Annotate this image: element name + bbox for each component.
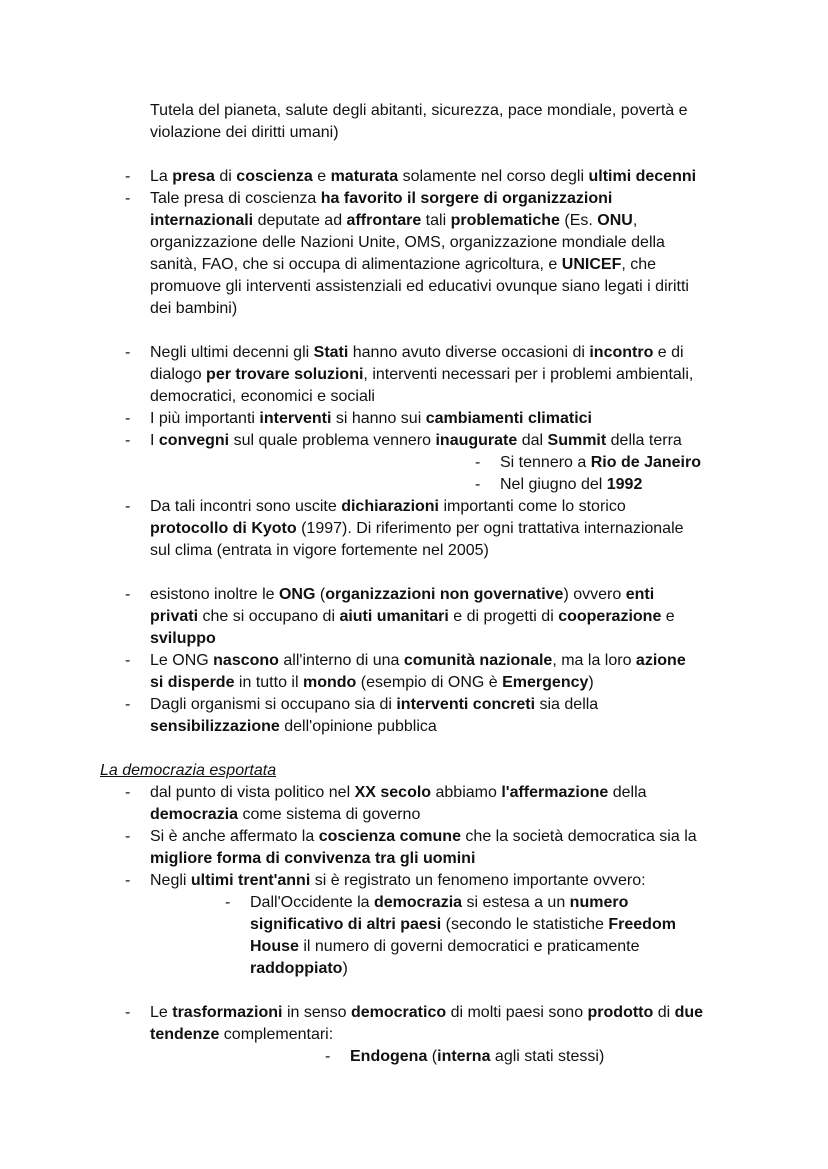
bullet-text: sul clima (entrata in vigore fortemente nel 2005) <box>150 542 489 559</box>
bullet-text: democratici, economici e sociali <box>150 388 375 405</box>
bullet-text: dialogo per trovare soluzioni, interventi necessari per i problemi ambientali, <box>150 366 694 383</box>
bullet-text: promuove gli interventi assistenziali ed educativi ovunque siano legati i diritti <box>150 278 689 295</box>
bullet-text: sviluppo <box>150 630 216 647</box>
bullet-dash: - <box>125 168 131 185</box>
sub-bullet-text: Dall'Occidente la democrazia si estesa a un numero <box>250 894 629 911</box>
bullet-dash: - <box>125 586 131 603</box>
bullet-text: Le ONG nascono all'interno di una comunità nazionale, ma la loro azione <box>150 652 686 669</box>
bullet-text: I convegni sul quale problema vennero inaugurate dal Summit della terra <box>150 432 682 449</box>
bullet-text: Si è anche affermato la coscienza comune che la società democratica sia la <box>150 828 697 845</box>
intro-line: violazione dei diritti umani) <box>150 124 339 141</box>
bullet-text: I più importanti interventi si hanno sui cambiamenti climatici <box>150 410 592 427</box>
bullet-dash: - <box>125 652 131 669</box>
sub-bullet-dash: - <box>475 476 481 493</box>
bullet-dash: - <box>125 344 131 361</box>
bullet-text: si disperde in tutto il mondo (esempio di ONG è Emergency) <box>150 674 594 691</box>
bullet-text: sanità, FAO, che si occupa di alimentazione agricoltura, e UNICEF, che <box>150 256 657 273</box>
bullet-dash: - <box>125 410 131 427</box>
sub-bullet-text: Endogena (interna agli stati stessi) <box>350 1048 605 1065</box>
bullet-dash: - <box>125 190 131 207</box>
intro-line: Tutela del pianeta, salute degli abitanti, sicurezza, pace mondiale, povertà e <box>150 102 688 119</box>
sub-bullet-dash: - <box>475 454 481 471</box>
sub-bullet-text: Nel giugno del 1992 <box>500 476 643 493</box>
bullet-text: privati che si occupano di aiuti umanitari e di progetti di cooperazione e <box>150 608 675 625</box>
bullet-dash: - <box>125 498 131 515</box>
bullet-text: migliore forma di convivenza tra gli uomini <box>150 850 476 867</box>
bullet-text: Le trasformazioni in senso democratico di molti paesi sono prodotto di due <box>150 1004 704 1021</box>
section-heading: La democrazia esportata <box>100 762 277 779</box>
bullet-text: sensibilizzazione dell'opinione pubblica <box>150 718 437 735</box>
bullet-text: organizzazione delle Nazioni Unite, OMS, organizzazione mondiale della <box>150 234 665 251</box>
bullet-dash: - <box>125 872 131 889</box>
bullet-dash: - <box>125 1004 131 1021</box>
bullet-text: tendenze complementari: <box>150 1026 334 1043</box>
bullet-text: Dagli organismi si occupano sia di interventi concreti sia della <box>150 696 599 713</box>
bullet-text: La presa di coscienza e maturata solamente nel corso degli ultimi decenni <box>150 168 697 185</box>
bullet-text: Negli ultimi trent'anni si è registrato un fenomeno importante ovvero: <box>150 872 646 889</box>
bullet-text: esistono inoltre le ONG (organizzazioni non governative) ovvero enti <box>150 586 655 603</box>
bullet-text: dei bambini) <box>150 300 238 317</box>
bullet-dash: - <box>125 784 131 801</box>
sub-bullet-dash: - <box>325 1048 331 1065</box>
bullet-dash: - <box>125 432 131 449</box>
bullet-text: internazionali deputate ad affrontare tali problematiche (Es. ONU, <box>150 212 638 229</box>
sub-bullet-text: Si tennero a Rio de Janeiro <box>500 454 701 471</box>
sub-bullet-dash: - <box>225 894 231 911</box>
sub-bullet-text: raddoppiato) <box>250 960 348 977</box>
bullet-dash: - <box>125 828 131 845</box>
bullet-dash: - <box>125 696 131 713</box>
bullet-text: protocollo di Kyoto (1997). Di riferimento per ogni trattativa internazionale <box>150 520 684 537</box>
sub-bullet-text: House il numero di governi democratici e praticamente <box>250 938 640 955</box>
bullet-text: democrazia come sistema di governo <box>150 806 421 823</box>
sub-bullet-text: significativo di altri paesi (secondo le statistiche Freedom <box>250 916 676 933</box>
bullet-text: Da tali incontri sono uscite dichiarazioni importanti come lo storico <box>150 498 626 515</box>
bullet-text: Negli ultimi decenni gli Stati hanno avuto diverse occasioni di incontro e di <box>150 344 684 361</box>
bullet-text: Tale presa di coscienza ha favorito il sorgere di organizzazioni <box>150 190 613 207</box>
bullet-text: dal punto di vista politico nel XX secolo abbiamo l'affermazione della <box>150 784 647 801</box>
